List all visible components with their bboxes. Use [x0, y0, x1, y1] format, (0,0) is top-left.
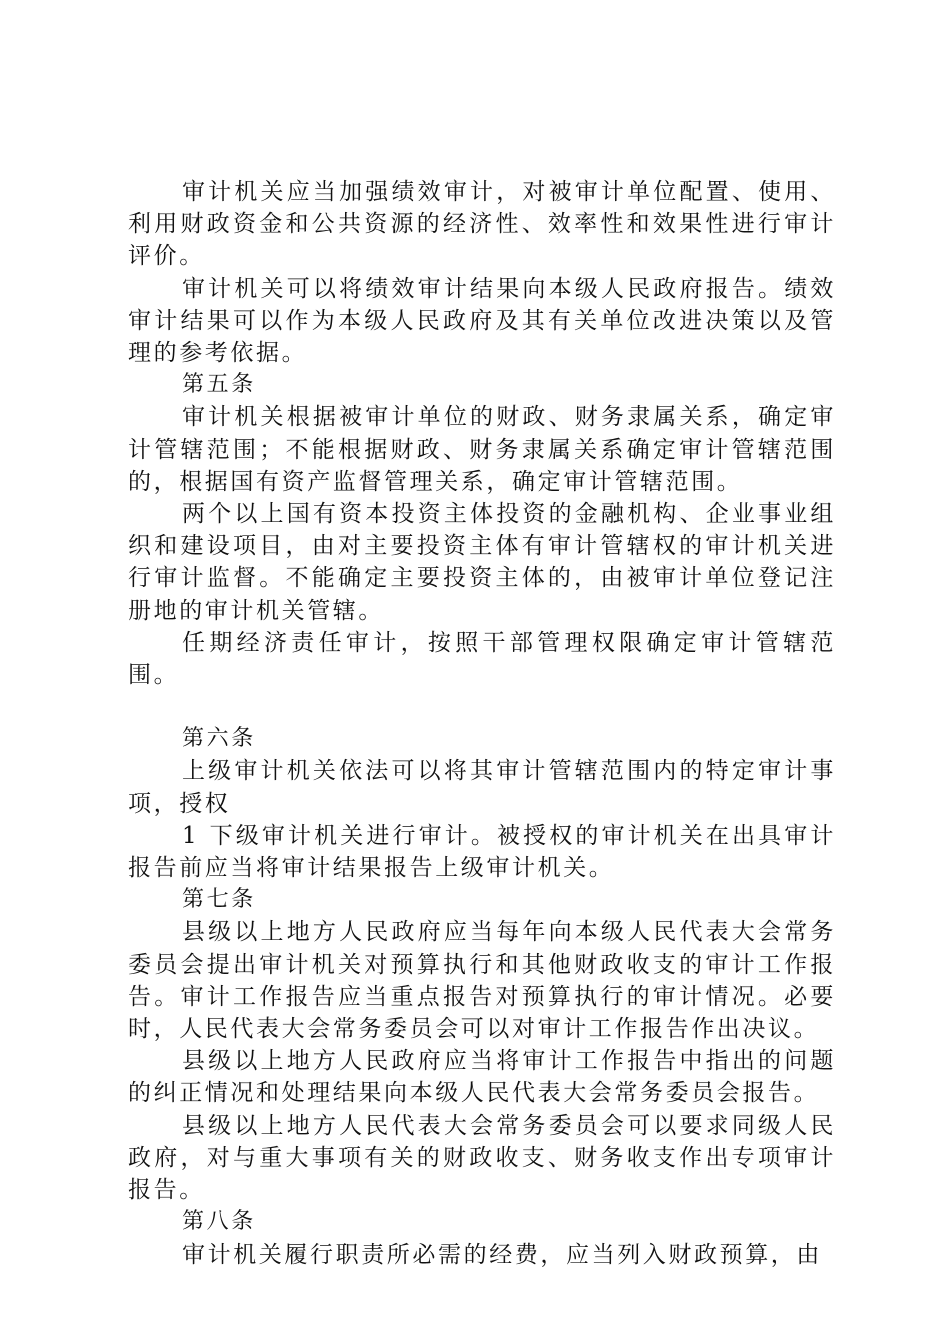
article-heading: 第七条	[182, 887, 256, 913]
paragraph: 上级审计机关依法可以将其审计管辖范围内的特定审计事项，授权	[128, 758, 836, 817]
paragraph: 县级以上地方人民政府应当将审计工作报告中指出的问题的纠正情况和处理结果向本级人民代表大会常务委员会报告。	[128, 1048, 836, 1107]
paragraph: 审计机关应当加强绩效审计，对被审计单位配置、使用、利用财政资金和公共资源的经济性、效率性和效果性进行审计评价。	[128, 179, 836, 270]
article-heading: 第五条	[182, 372, 256, 398]
document-body	[128, 176, 836, 1271]
blank-line	[128, 691, 836, 723]
paragraph: 县级以上地方人民政府应当每年向本级人民代表大会常务委员会提出审计机关对预算执行和其他财政收支的审计工作报告。审计工作报告应当重点报告对预算执行的审计情况。必要时，人民代表大会常务委员会可以对审计工作报告作出决议。	[128, 919, 836, 1043]
article-heading: 第八条	[182, 1209, 256, 1235]
paragraph: 县级以上地方人民代表大会常务委员会可以要求同级人民政府，对与重大事项有关的财政收支、财务收支作出专项审计报告。	[128, 1112, 836, 1204]
paragraph: 审计机关根据被审计单位的财政、财务隶属关系，确定审计管辖范围；不能根据财政、财务隶属关系确定审计管辖范围的，根据国有资产监督管理关系，确定审计管辖范围。	[128, 404, 836, 495]
paragraph: 审计机关履行职责所必需的经费，应当列入财政预算，由	[182, 1241, 822, 1268]
paragraph: 两个以上国有资本投资主体投资的金融机构、企业事业组织和建设项目，由对主要投资主体有审计管辖权的审计机关进行审计监督。不能确定主要投资主体的，由被审计单位登记注册地的审计机关管辖。	[128, 501, 836, 624]
paragraph: 任期经济责任审计，按照干部管理权限确定审计管辖范围。	[128, 629, 836, 689]
paragraph: 1 下级审计机关进行审计。被授权的审计机关在出具审计报告前应当将审计结果报告上级审计机关。	[128, 822, 836, 882]
article-heading: 第六条	[182, 726, 256, 752]
paragraph: 审计机关可以将绩效审计结果向本级人民政府报告。绩效审计结果可以作为本级人民政府及其有关单位改进决策以及管理的参考依据。	[128, 275, 836, 367]
